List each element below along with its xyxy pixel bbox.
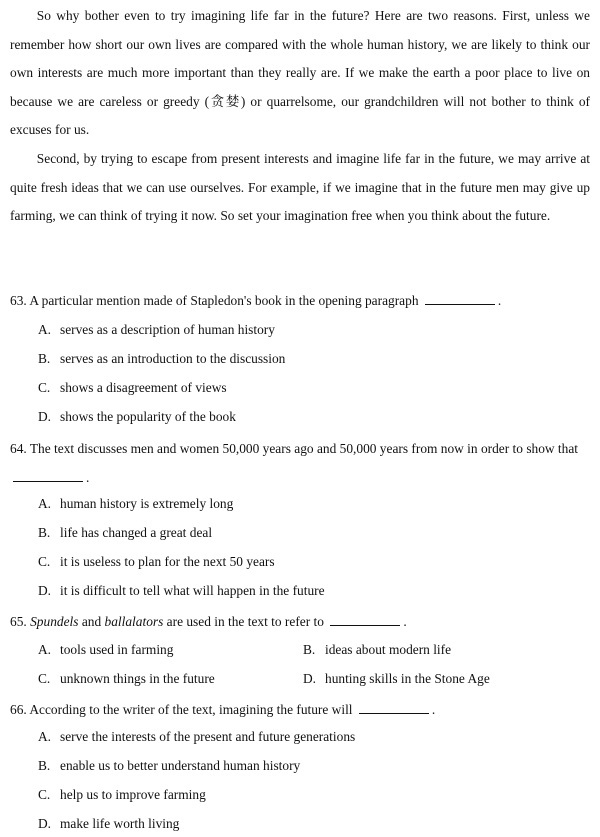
option-letter: D. (38, 583, 52, 598)
question-number: 63. (10, 293, 27, 308)
option-66-b (38, 756, 300, 776)
question-number: 64. (10, 441, 27, 456)
question-term-1: Spundels (30, 614, 79, 629)
option-text: shows the popularity of the book (60, 409, 236, 424)
option-letter: C. (38, 554, 51, 569)
question-stem: A particular mention made of Stapledon's book in the opening paragraph (29, 293, 419, 308)
option-text: serve the interests of the present and future generations (60, 729, 356, 744)
option-letter: C. (38, 671, 51, 686)
option-letter: C. (38, 380, 51, 395)
option-66-c (38, 785, 206, 805)
question-number: 65. (10, 614, 27, 629)
option-text: enable us to better understand human history (60, 758, 301, 773)
question-63 (10, 286, 595, 315)
question-end: . (497, 293, 502, 308)
question-stem-mid: and (81, 614, 102, 629)
option-letter: B. (38, 758, 51, 773)
option-64-b (38, 523, 212, 543)
option-65-a (38, 640, 173, 660)
option-text: human history is extremely long (60, 496, 234, 511)
answer-blank (425, 292, 495, 305)
option-63-b (38, 349, 285, 369)
option-letter: A. (38, 642, 52, 657)
option-letter: D. (38, 409, 52, 424)
option-text: help us to improve farming (60, 787, 206, 802)
option-letter: D. (38, 816, 52, 831)
question-65 (10, 607, 595, 636)
option-letter: B. (38, 525, 51, 540)
question-66 (10, 695, 595, 724)
option-66-a (38, 727, 355, 747)
option-text: tools used in farming (60, 642, 174, 657)
option-64-d (38, 581, 325, 601)
option-text: serves as an introduction to the discussion (60, 351, 286, 366)
option-65-c (38, 669, 215, 689)
question-stem: The text discusses men and women 50,000 years ago and 50,000 years from now in order to show that (29, 441, 579, 456)
option-65-d (303, 669, 490, 689)
option-text: it is difficult to tell what will happen in the future (60, 583, 325, 598)
option-66-d (38, 814, 179, 834)
option-text: serves as a description of human history (60, 322, 275, 337)
option-63-a (38, 320, 275, 340)
question-end: . (403, 614, 407, 629)
option-64-c (38, 552, 275, 572)
option-letter: B. (303, 642, 316, 657)
answer-blank (359, 701, 429, 714)
option-text: it is useless to plan for the next 50 years (60, 554, 275, 569)
option-63-d (38, 407, 236, 427)
option-letter: A. (38, 322, 52, 337)
option-text: unknown things in the future (60, 671, 215, 686)
option-text: shows a disagreement of views (60, 380, 227, 395)
question-number: 66. (10, 702, 27, 717)
option-text: ideas about modern life (325, 642, 452, 657)
option-text: hunting skills in the Stone Age (325, 671, 490, 686)
question-end: . (86, 470, 90, 485)
option-letter: A. (38, 496, 52, 511)
question-term-2: ballalators (104, 614, 164, 629)
option-65-b (303, 640, 451, 660)
answer-blank (330, 613, 400, 626)
option-letter: D. (303, 671, 317, 686)
option-letter: A. (38, 729, 52, 744)
option-text: make life worth living (60, 816, 180, 831)
passage-paragraph-1: So why bother even to try imagining life far in the future? Here are two reasons. First, unless we remember how short our own lives are compared with the whole human history, we are likely to think our own interests are much more important than they really are. If we make the earth a poor place to live on because we are careless or greedy (贪婪) or quarrelsome, our grandchildren will not bother to think of excuses for us. (10, 8, 590, 138)
passage-paragraph-2: Second, by trying to escape from present interests and imagine life far in the future, we may arrive at quite fresh ideas that we can use ourselves. For example, if we imagine that in the future men may give up farming, we can think of trying it now. So set your imagination free when you think about the future. (10, 151, 590, 224)
question-end: . (431, 702, 436, 717)
answer-blank (13, 469, 83, 482)
question-stem: are used in the text to refer to (166, 614, 324, 629)
option-64-a (38, 494, 233, 514)
option-text: life has changed a great deal (60, 525, 213, 540)
question-64 (10, 434, 595, 492)
question-stem: According to the writer of the text, imagining the future will (29, 702, 353, 717)
option-letter: C. (38, 787, 51, 802)
option-letter: B. (38, 351, 51, 366)
option-63-c (38, 378, 227, 398)
